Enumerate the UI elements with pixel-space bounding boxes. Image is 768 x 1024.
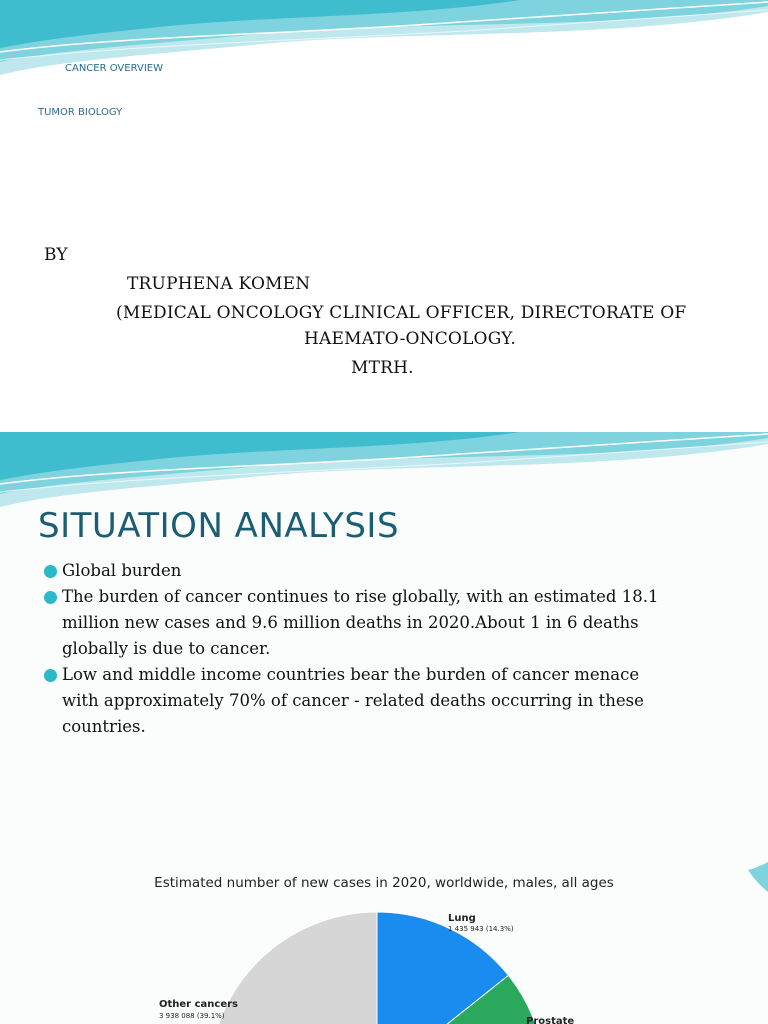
chart-title: Estimated number of new cases in 2020, worldwide, males, all ages [154,875,614,891]
organization: MTRH. [351,358,414,378]
title-slide [0,0,768,432]
bullet-item: Low and middle income countries bear the burden of cancer menace with approximately 70% of cancer - related deaths occurring in these countries. [44,662,744,740]
pie-label-lung-value: 1 435 943 (14.3%) [448,925,514,933]
pie-label-lung-name: Lung [448,913,476,924]
bullet-item: The burden of cancer continues to rise globally, with an estimated 18.1 million new cases and 9.6 million deaths in 2020.About 1 in 6 deaths globally is due to cancer. [44,584,744,662]
bullet-item: Global burden [44,558,744,584]
slide-title: SITUATION ANALYSIS [38,506,400,546]
pie-label-prostate-name: Prostate [526,1016,575,1024]
author-role-line1: (MEDICAL ONCOLOGY CLINICAL OFFICER, DIRECTORATE OF [116,303,687,323]
pie-chart [0,432,768,1024]
author-name: TRUPHENA KOMEN [127,274,311,294]
subtitle-tumor-biology: TUMOR BIOLOGY [38,107,123,118]
situation-analysis-slide [0,432,768,1024]
by-label: BY [44,245,68,265]
author-role-line2: HAEMATO-ONCOLOGY. [304,329,517,349]
pie-label-other-value: 3 938 088 (39.1%) [159,1012,225,1020]
subtitle-cancer-overview: CANCER OVERVIEW [65,63,163,74]
pie-label-other-name: Other cancers [159,999,238,1010]
